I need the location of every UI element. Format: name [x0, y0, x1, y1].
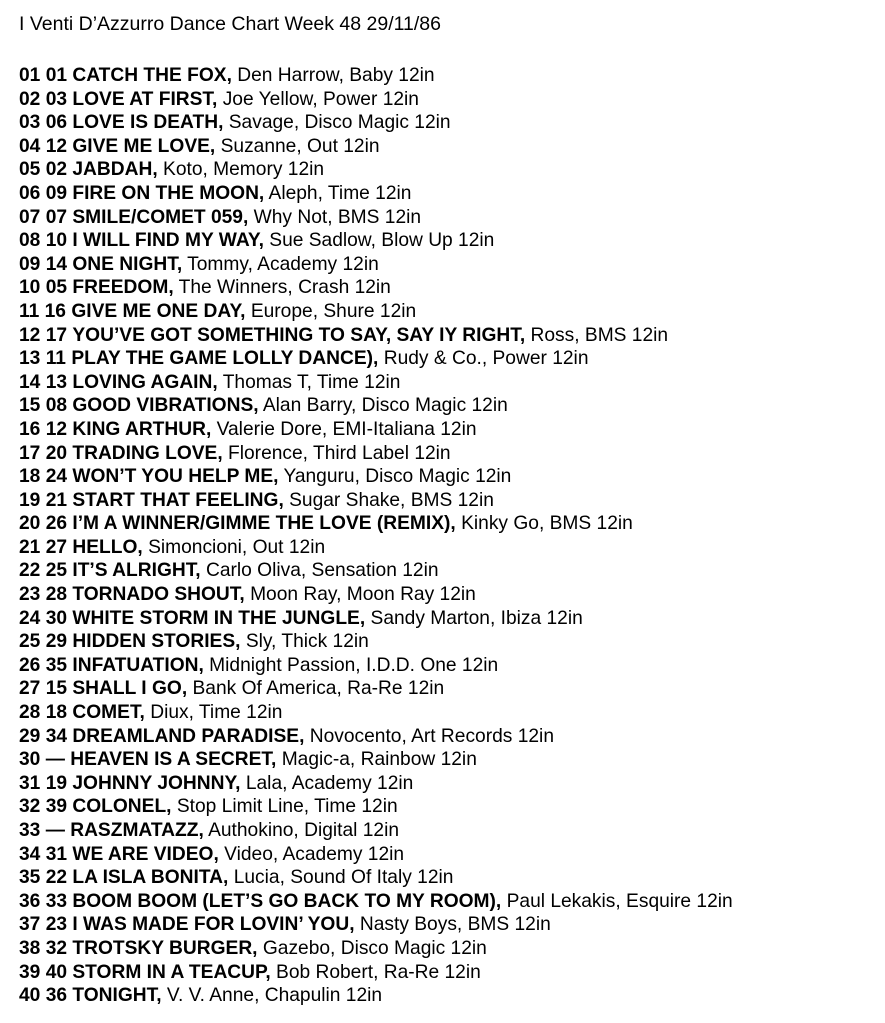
chart-position	[19, 608, 67, 629]
previous-position: 34	[45, 725, 68, 747]
chart-position	[19, 89, 67, 110]
chart-entry	[19, 88, 885, 112]
artist-label: Lucia, Sound Of Italy 12in	[233, 867, 454, 889]
previous-position: 33	[45, 890, 68, 912]
artist-label: Simoncioni, Out 12in	[148, 536, 326, 558]
chart-position	[19, 773, 67, 794]
chart-position	[19, 726, 67, 747]
artist-label: Why Not, BMS 12in	[253, 206, 422, 228]
chart-position	[19, 655, 67, 676]
chart-position	[19, 230, 67, 251]
previous-position: 39	[45, 796, 68, 818]
chart-entry	[19, 772, 885, 796]
song-title: HIDDEN STORIES,	[72, 631, 241, 653]
chart-position	[19, 631, 67, 652]
chart-entry	[19, 64, 885, 88]
chart-position	[19, 183, 67, 204]
chart-entry	[19, 418, 885, 442]
song-title: LA ISLA BONITA,	[72, 867, 229, 889]
chart-list	[19, 64, 885, 1008]
artist-label: Carlo Oliva, Sensation 12in	[206, 560, 439, 582]
previous-position: 36	[45, 985, 68, 1007]
previous-position: 26	[45, 513, 68, 535]
chart-position	[19, 419, 67, 440]
song-title: GIVE ME ONE DAY,	[71, 300, 246, 322]
artist-label: Sugar Shake, BMS 12in	[289, 489, 494, 511]
song-title: JABDAH,	[72, 159, 158, 181]
song-title: INFATUATION,	[72, 654, 204, 676]
chart-entry	[19, 253, 885, 277]
previous-position: 13	[45, 371, 68, 393]
chart-entry	[19, 135, 885, 159]
previous-position: 23	[45, 914, 68, 936]
song-title: WHITE STORM IN THE JUNGLE,	[72, 607, 366, 629]
song-title: YOU’VE GOT SOMETHING TO SAY, SAY IY RIGHT,	[72, 324, 526, 346]
current-position: 34	[19, 843, 41, 865]
chart-entry	[19, 111, 885, 135]
previous-position: 06	[45, 112, 68, 134]
previous-position: 11	[45, 348, 66, 370]
previous-position: 01	[45, 65, 68, 86]
chart-position	[19, 136, 67, 157]
artist-label: Alan Barry, Disco Magic 12in	[262, 395, 508, 417]
current-position: 21	[19, 536, 41, 558]
current-position: 31	[19, 772, 41, 794]
current-position: 05	[19, 159, 41, 181]
current-position: 06	[19, 182, 41, 204]
chart-entry	[19, 937, 885, 961]
chart-entry	[19, 347, 885, 371]
song-title: GOOD VIBRATIONS,	[72, 395, 259, 417]
artist-label: Bob Robert, Ra-Re 12in	[276, 961, 481, 983]
previous-position: 08	[45, 395, 68, 417]
chart-position	[19, 159, 67, 180]
song-title: ONE NIGHT,	[72, 253, 183, 275]
current-position: 14	[19, 371, 41, 393]
song-title: CATCH THE FOX,	[72, 65, 232, 86]
chart-entry	[19, 866, 885, 890]
artist-label: Koto, Memory 12in	[163, 159, 325, 181]
previous-position: 09	[45, 182, 68, 204]
chart-entry	[19, 536, 885, 560]
chart-position	[19, 844, 67, 865]
current-position: 11	[19, 300, 40, 322]
artist-label: Yanguru, Disco Magic 12in	[283, 466, 512, 488]
song-title: RASZMATAZZ,	[70, 820, 204, 841]
chart-position	[19, 820, 65, 841]
chart-position	[19, 207, 67, 228]
current-position: 38	[19, 937, 41, 959]
chart-entry	[19, 701, 885, 725]
previous-position: 15	[45, 678, 68, 700]
current-position: 27	[19, 678, 41, 700]
current-position: 19	[19, 489, 41, 511]
chart-position	[19, 962, 67, 983]
chart-entry	[19, 394, 885, 418]
previous-position: 05	[45, 277, 68, 299]
previous-position: 22	[45, 867, 68, 889]
previous-position: 31	[45, 843, 68, 865]
chart-position	[19, 443, 67, 464]
artist-label: Magic-a, Rainbow 12in	[281, 749, 477, 771]
chart-entry	[19, 465, 885, 489]
artist-label: Nasty Boys, BMS 12in	[359, 914, 551, 936]
previous-position: 03	[45, 88, 68, 110]
song-title: LOVE IS DEATH,	[72, 112, 224, 134]
chart-position	[19, 867, 67, 888]
current-position: 03	[19, 112, 41, 134]
chart-entry	[19, 583, 885, 607]
current-position: 17	[19, 442, 41, 464]
song-title: START THAT FEELING,	[72, 489, 284, 511]
current-position: 39	[19, 961, 41, 983]
artist-label: Sandy Marton, Ibiza 12in	[370, 607, 583, 629]
previous-position: 19	[45, 772, 68, 794]
chart-position	[19, 938, 67, 959]
current-position: 02	[19, 88, 41, 110]
current-position: 18	[19, 466, 41, 488]
page-title: I Venti D’Azzurro Dance Chart Week 48 29/11/86	[19, 13, 442, 35]
current-position: 01	[19, 65, 41, 86]
song-title: TONIGHT,	[72, 985, 162, 1007]
previous-position: 28	[45, 584, 68, 606]
chart-position	[19, 395, 67, 416]
chart-position	[19, 914, 67, 935]
artist-label: Rudy & Co., Power 12in	[383, 348, 589, 370]
chart-position	[19, 537, 67, 558]
current-position: 10	[19, 277, 41, 299]
artist-label: Savage, Disco Magic 12in	[228, 112, 451, 134]
chart-entry	[19, 843, 885, 867]
chart-entry	[19, 677, 885, 701]
chart-entry	[19, 300, 885, 324]
chart-entry	[19, 206, 885, 230]
chart-entry	[19, 630, 885, 654]
chart-entry	[19, 725, 885, 749]
song-title: JOHNNY JOHNNY,	[72, 772, 241, 794]
chart-entry	[19, 489, 885, 513]
song-title: SHALL I GO,	[72, 678, 188, 700]
chart-position	[19, 796, 67, 817]
song-title: TRADING LOVE,	[72, 442, 223, 464]
artist-label: Gazebo, Disco Magic 12in	[262, 937, 487, 959]
previous-position: 12	[45, 135, 68, 157]
artist-label: Aleph, Time 12in	[268, 182, 412, 204]
current-position: 16	[19, 418, 41, 440]
song-title: I WAS MADE FOR LOVIN’ YOU,	[72, 914, 355, 936]
chart-entry	[19, 442, 885, 466]
artist-label: Moon Ray, Moon Ray 12in	[250, 584, 476, 606]
artist-label: Den Harrow, Baby 12in	[237, 65, 435, 86]
song-title: PLAY THE GAME LOLLY DANCE),	[71, 348, 379, 370]
song-title: WE ARE VIDEO,	[72, 843, 219, 865]
previous-position: 25	[45, 560, 68, 582]
artist-label: Diux, Time 12in	[150, 702, 283, 724]
artist-label: Lala, Academy 12in	[245, 772, 414, 794]
chart-position	[19, 277, 67, 298]
chart-position	[19, 254, 67, 275]
song-title: LOVING AGAIN,	[72, 371, 218, 393]
current-position: 07	[19, 206, 41, 228]
chart-position	[19, 301, 66, 322]
current-position: 36	[19, 890, 41, 912]
artist-label: Sue Sadlow, Blow Up 12in	[269, 230, 495, 252]
artist-label: Thomas T, Time 12in	[222, 371, 401, 393]
previous-position: 12	[45, 418, 68, 440]
chart-position	[19, 678, 67, 699]
previous-position: 16	[44, 300, 66, 322]
artist-label: Ross, BMS 12in	[530, 324, 669, 346]
current-position: 24	[19, 607, 41, 629]
current-position: 15	[19, 395, 41, 417]
artist-label: Joe Yellow, Power 12in	[222, 88, 419, 110]
previous-position: 29	[45, 631, 68, 653]
chart-entry	[19, 324, 885, 348]
chart-position	[19, 466, 67, 487]
song-title: KING ARTHUR,	[72, 418, 212, 440]
current-position: 32	[19, 796, 41, 818]
artist-label: Video, Academy 12in	[224, 843, 405, 865]
chart-entry	[19, 276, 885, 300]
current-position: 37	[19, 914, 41, 936]
song-title: TORNADO SHOUT,	[72, 584, 245, 606]
current-position: 22	[19, 560, 41, 582]
chart-position	[19, 891, 67, 912]
current-position: 23	[19, 584, 41, 606]
chart-entry	[19, 961, 885, 985]
song-title: WON’T YOU HELP ME,	[72, 466, 279, 488]
chart-entry	[19, 559, 885, 583]
current-position: 25	[19, 631, 41, 653]
artist-label: Novocento, Art Records 12in	[309, 725, 554, 747]
previous-position: 20	[45, 442, 68, 464]
chart-entry	[19, 913, 885, 937]
artist-label: Stop Limit Line, Time 12in	[176, 796, 398, 818]
song-title: I’M A WINNER/GIMME THE LOVE (REMIX),	[72, 513, 456, 535]
artist-label: Europe, Shure 12in	[250, 300, 417, 322]
previous-position: —	[45, 820, 65, 841]
artist-label: Paul Lekakis, Esquire 12in	[506, 890, 733, 912]
current-position: 29	[19, 725, 41, 747]
previous-position: 21	[45, 489, 68, 511]
current-position: 04	[19, 135, 41, 157]
artist-label: Suzanne, Out 12in	[220, 135, 380, 157]
previous-position: 10	[45, 230, 68, 252]
chart-position	[19, 560, 67, 581]
chart-position	[19, 325, 67, 346]
chart-position	[19, 490, 67, 511]
current-position: 13	[19, 348, 41, 370]
chart-entry	[19, 512, 885, 536]
current-position: 26	[19, 654, 41, 676]
current-position: 35	[19, 867, 41, 889]
chart-entry	[19, 182, 885, 206]
current-position: 12	[19, 324, 41, 346]
chart-entry	[19, 654, 885, 678]
chart-position	[19, 65, 67, 86]
previous-position: 17	[45, 324, 68, 346]
song-title: GIVE ME LOVE,	[72, 135, 216, 157]
chart-position	[19, 372, 67, 393]
previous-position: 40	[45, 961, 68, 983]
chart-entry	[19, 984, 885, 1008]
song-title: IT’S ALRIGHT,	[72, 560, 201, 582]
chart-position	[19, 749, 65, 770]
song-title: TROTSKY BURGER,	[72, 937, 258, 959]
previous-position: 30	[45, 607, 68, 629]
chart-position	[19, 702, 67, 723]
chart-entry	[19, 819, 885, 843]
song-title: SMILE/COMET 059,	[72, 206, 249, 228]
chart-entry	[19, 890, 885, 914]
artist-label: Bank Of America, Ra-Re 12in	[192, 678, 445, 700]
current-position: 08	[19, 230, 41, 252]
song-title: BOOM BOOM (LET’S GO BACK TO MY ROOM),	[72, 890, 502, 912]
previous-position: 24	[45, 466, 68, 488]
artist-label: Kinky Go, BMS 12in	[461, 513, 633, 535]
current-position: 40	[19, 985, 41, 1007]
chart-entry	[19, 607, 885, 631]
previous-position: —	[45, 749, 65, 771]
song-title: FIRE ON THE MOON,	[72, 182, 265, 204]
previous-position: 27	[45, 536, 68, 558]
chart-entry	[19, 748, 885, 772]
song-title: COLONEL,	[72, 796, 172, 818]
chart-entry	[19, 229, 885, 253]
chart-position	[19, 985, 67, 1006]
previous-position: 02	[45, 159, 68, 181]
song-title: DREAMLAND PARADISE,	[72, 725, 305, 747]
artist-label: The Winners, Crash 12in	[178, 277, 391, 299]
artist-label: Midnight Passion, I.D.D. One 12in	[209, 654, 499, 676]
artist-label: Sly, Thick 12in	[245, 631, 369, 653]
song-title: HELLO,	[72, 536, 143, 558]
chart-entry	[19, 371, 885, 395]
chart-entry	[19, 795, 885, 819]
current-position: 20	[19, 513, 41, 535]
song-title: STORM IN A TEACUP,	[72, 961, 271, 983]
chart-position	[19, 584, 67, 605]
current-position: 33	[19, 820, 41, 841]
song-title: FREEDOM,	[72, 277, 174, 299]
current-position: 30	[19, 749, 41, 771]
artist-label: V. V. Anne, Chapulin 12in	[166, 985, 383, 1007]
chart-position	[19, 112, 67, 133]
chart-position	[19, 348, 66, 369]
previous-position: 14	[45, 253, 68, 275]
artist-label: Florence, Third Label 12in	[228, 442, 451, 464]
previous-position: 32	[45, 937, 68, 959]
previous-position: 07	[45, 206, 68, 228]
chart-position	[19, 513, 67, 534]
current-position: 09	[19, 253, 41, 275]
current-position: 28	[19, 702, 41, 724]
chart-entry	[19, 158, 885, 182]
previous-position: 35	[45, 654, 68, 676]
artist-label: Tommy, Academy 12in	[187, 253, 379, 275]
song-title: LOVE AT FIRST,	[72, 88, 218, 110]
artist-label: Valerie Dore, EMI-Italiana 12in	[216, 418, 477, 440]
song-title: COMET,	[72, 702, 145, 724]
song-title: I WILL FIND MY WAY,	[72, 230, 264, 252]
previous-position: 18	[45, 702, 68, 724]
song-title: HEAVEN IS A SECRET,	[70, 749, 277, 771]
artist-label: Authokino, Digital 12in	[208, 820, 400, 841]
